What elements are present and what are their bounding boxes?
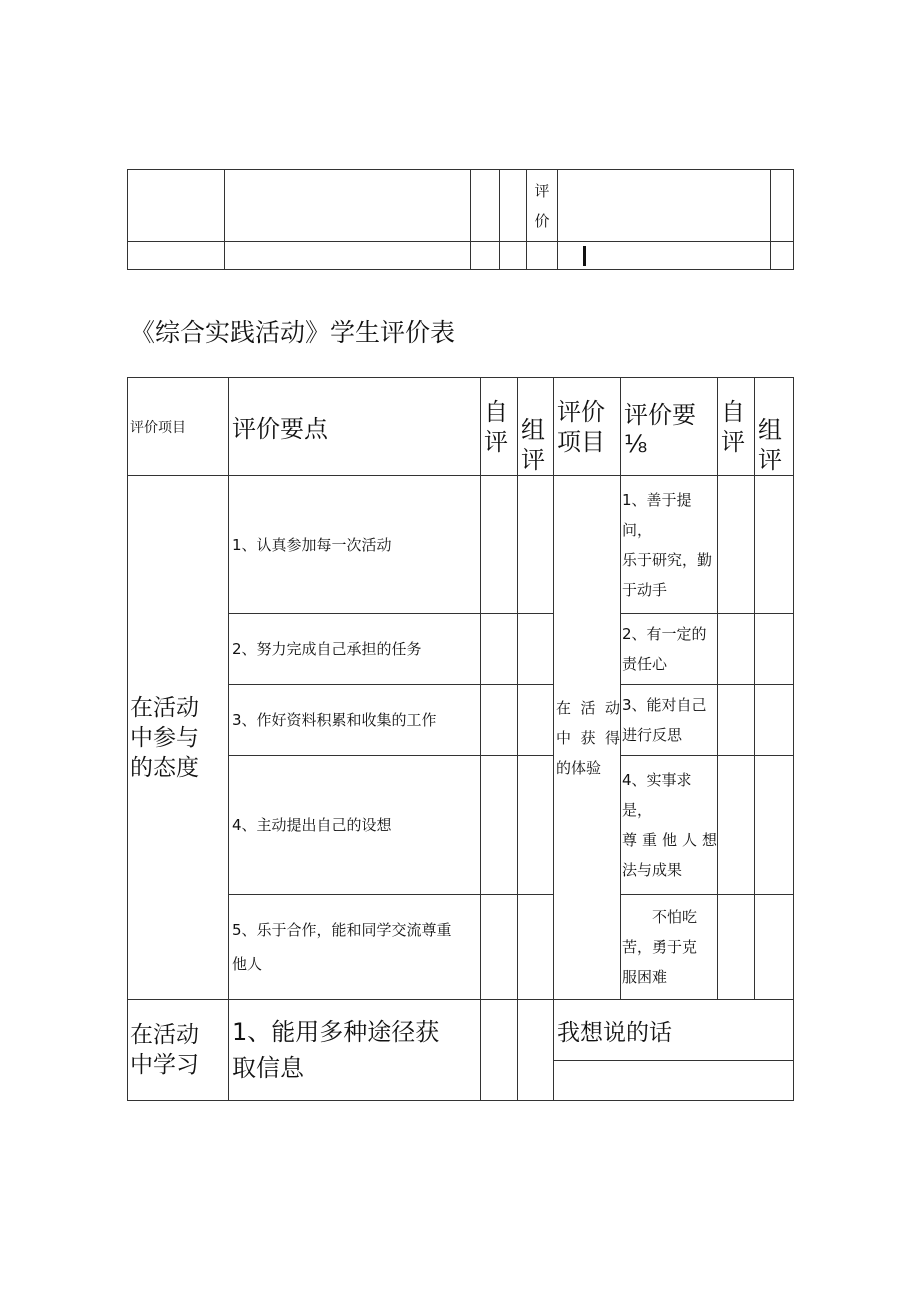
- top-eval-label-line: 价: [534, 211, 550, 230]
- requirement-line: 1、善于提问，: [622, 490, 692, 539]
- top-cell: [500, 170, 527, 242]
- category-participation-attitude: [128, 476, 229, 1000]
- header-eval-item-2-line: 项目: [557, 427, 605, 456]
- requirement-2: [621, 614, 718, 685]
- category-learning: [128, 1000, 229, 1101]
- requirement-3: [621, 685, 718, 756]
- top-cell: [128, 242, 225, 270]
- group-eval-cell[interactable]: [518, 1000, 554, 1101]
- group-eval-cell[interactable]: [518, 476, 554, 614]
- header-self-eval-2-line: 自: [721, 397, 745, 426]
- self-eval-cell[interactable]: [481, 1000, 518, 1101]
- header-group-eval-2-line: 评: [758, 446, 782, 474]
- mid-category-line: 的体验: [556, 758, 602, 777]
- top-cell: [771, 242, 794, 270]
- header-eval-item-2-line: 评价: [557, 397, 605, 426]
- top-eval-label-line: 评: [534, 181, 550, 200]
- requirement-line: 苦，勇于克: [622, 938, 698, 956]
- table-row: [128, 1000, 794, 1061]
- eval-point-line: 1、能用多种途径获: [232, 1018, 440, 1046]
- top-cell: [558, 170, 771, 242]
- top-cell: [527, 242, 558, 270]
- eval-point-3: 3、作好资料积累和收集的工作: [229, 685, 481, 756]
- requirement-line: 尊 重 他 人 想: [622, 831, 717, 849]
- requirement-line: 进行反思: [622, 726, 683, 744]
- top-cell: [500, 242, 527, 270]
- group-eval-cell[interactable]: [518, 614, 554, 685]
- requirement-line: 责任心: [622, 655, 668, 673]
- top-cell: [225, 170, 471, 242]
- self-eval-cell-2[interactable]: [718, 614, 755, 685]
- requirement-line: 4、实事求是，: [622, 771, 692, 819]
- header-self-eval-2-line: 评: [721, 427, 745, 456]
- category-line: 中参与: [130, 724, 199, 751]
- header-self-eval-line: 自: [484, 397, 508, 426]
- top-cell: [128, 170, 225, 242]
- top-cell: [771, 170, 794, 242]
- header-self-eval-2: [718, 378, 755, 476]
- header-eval-requirement: 评价要⅛: [621, 378, 718, 476]
- requirement-line: 服困难: [622, 968, 668, 986]
- top-cell: [471, 242, 500, 270]
- requirement-1: [621, 476, 718, 614]
- self-eval-cell[interactable]: [481, 685, 518, 756]
- eval-point-line: 取信息: [232, 1054, 304, 1082]
- self-eval-cell-2[interactable]: [718, 756, 755, 895]
- page-title: 《综合实践活动》学生评价表: [130, 318, 456, 347]
- header-group-eval-line: 评: [521, 446, 545, 474]
- category-line: 在活动: [130, 1022, 199, 1048]
- requirement-line: 3、能对自己: [622, 696, 707, 714]
- eval-point-line: 他人: [232, 955, 263, 973]
- self-eval-cell[interactable]: [481, 756, 518, 895]
- mid-category-line: 中 获 得: [556, 728, 620, 747]
- mid-category-line: 在 活 动: [556, 698, 620, 717]
- eval-point-1: 1、认真参加每一次活动: [229, 476, 481, 614]
- group-eval-cell[interactable]: [518, 685, 554, 756]
- group-eval-cell-2[interactable]: [755, 895, 794, 1000]
- group-eval-cell[interactable]: [518, 756, 554, 895]
- what-i-want-to-say-field[interactable]: [554, 1061, 794, 1101]
- table-row: [128, 476, 794, 614]
- self-eval-cell-2[interactable]: [718, 895, 755, 1000]
- header-group-eval-2-line: 组: [758, 416, 782, 444]
- requirement-line: 不怕吃: [652, 908, 698, 926]
- top-eval-label: [527, 170, 558, 242]
- group-eval-cell-2[interactable]: [755, 614, 794, 685]
- text-cursor-mark: [583, 246, 586, 266]
- header-eval-points: 评价要点: [229, 378, 481, 476]
- evaluation-table: [127, 377, 794, 1101]
- eval-point-2: 2、努力完成自己承担的任务: [229, 614, 481, 685]
- header-eval-item: 评价项目: [128, 378, 229, 476]
- category-line: 的态度: [130, 754, 199, 781]
- category-line: 在活动: [130, 694, 199, 721]
- self-eval-cell-2[interactable]: [718, 685, 755, 756]
- requirement-line: 乐于研究，勤: [622, 550, 713, 569]
- header-self-eval: [481, 378, 518, 476]
- top-cell: [471, 170, 500, 242]
- group-eval-cell[interactable]: [518, 895, 554, 1000]
- requirement-5: [621, 895, 718, 1000]
- what-i-want-to-say-label: 我想说的话: [554, 1000, 794, 1061]
- group-eval-cell-2[interactable]: [755, 756, 794, 895]
- eval-point-4: 4、主动提出自己的设想: [229, 756, 481, 895]
- self-eval-cell[interactable]: [481, 895, 518, 1000]
- top-cell: [225, 242, 471, 270]
- eval-point-5: [229, 895, 481, 1000]
- group-eval-cell-2[interactable]: [755, 685, 794, 756]
- top-partial-table: [127, 169, 794, 270]
- header-row: [128, 378, 794, 476]
- category-line: 中学习: [130, 1052, 199, 1078]
- eval-point-line: 5、乐于合作，能和同学交流尊重: [232, 921, 452, 939]
- self-eval-cell-2[interactable]: [718, 476, 755, 614]
- top-cell-cursor: [558, 242, 771, 270]
- requirement-line: 2、有一定的: [622, 625, 707, 643]
- group-eval-cell-2[interactable]: [755, 476, 794, 614]
- category-activity-experience: [554, 476, 621, 1000]
- self-eval-cell[interactable]: [481, 614, 518, 685]
- self-eval-cell[interactable]: [481, 476, 518, 614]
- eval-point-learning-1: [229, 1000, 481, 1101]
- header-eval-item-2: [554, 378, 621, 476]
- header-group-eval-2: [755, 378, 794, 476]
- header-self-eval-line: 评: [484, 427, 508, 456]
- header-group-eval: [518, 378, 554, 476]
- requirement-line: 于动手: [622, 580, 668, 599]
- requirement-line: 法与成果: [622, 861, 683, 879]
- header-group-eval-line: 组: [521, 416, 545, 444]
- requirement-4: [621, 756, 718, 895]
